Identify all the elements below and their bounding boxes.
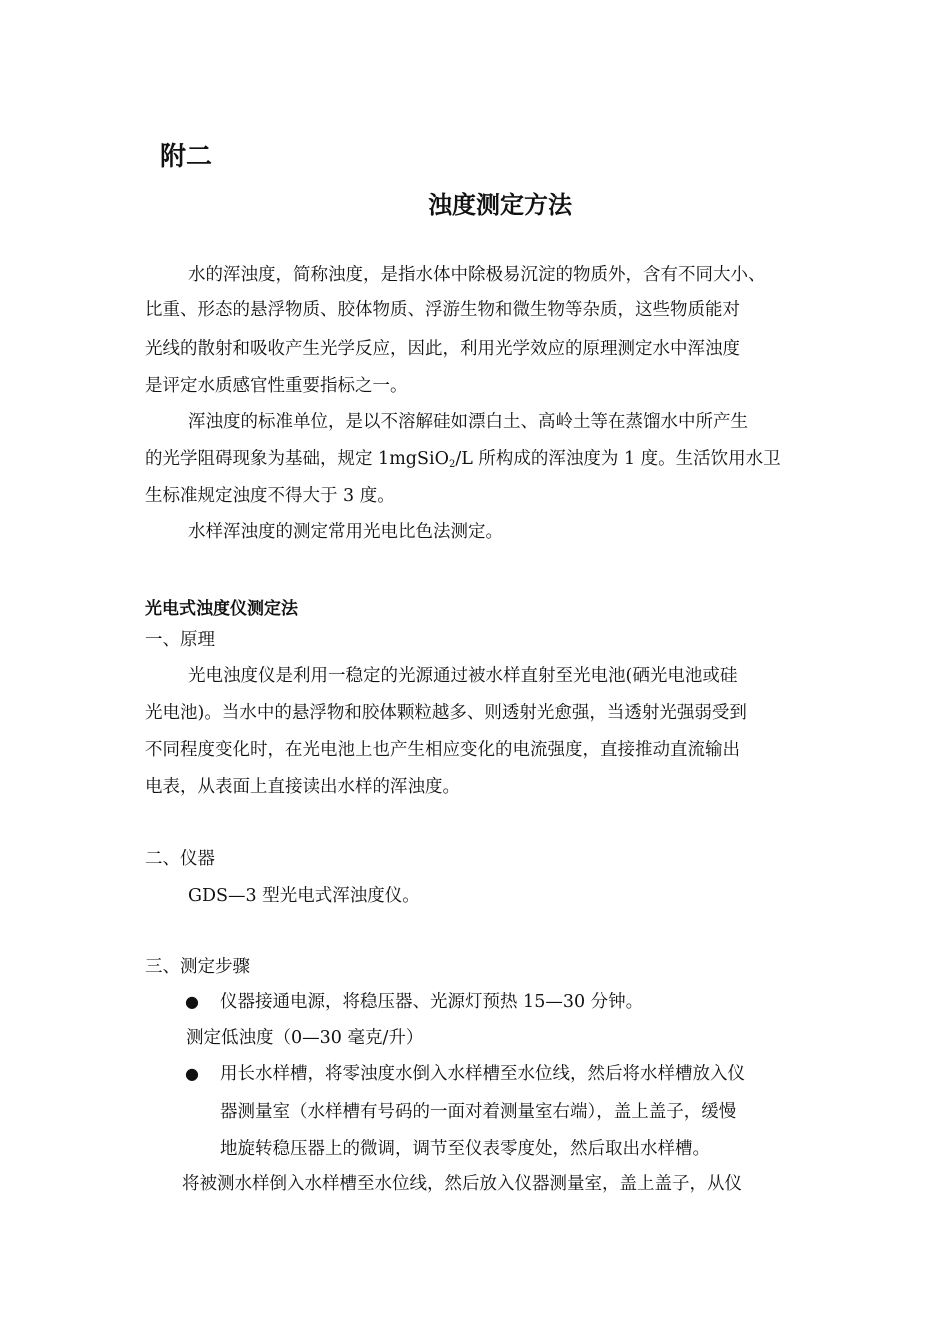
principle-heading: 一、原理 <box>145 630 215 650</box>
intro-p2-line-2 <box>145 447 781 471</box>
intro-p2-line-2-pre: 的光学阻碍现象为基础，规定 1mgSiO <box>145 449 449 469</box>
bullet-icon: ● <box>185 1064 199 1083</box>
step-1: 仪器接通电源，将稳压器、光源灯预热 15—30 分钟。 <box>220 992 644 1012</box>
step-2-line-1: 用长水样槽，将零浊度水倒入水样槽至水位线，然后将水样槽放入仪 <box>220 1064 745 1084</box>
intro-p2-line-3: 生标准规定浊度不得大于 3 度。 <box>145 486 395 506</box>
bullet-icon: ● <box>185 992 199 1011</box>
step-2-line-3: 地旋转稳压器上的微调，调节至仪表零度处，然后取出水样槽。 <box>220 1139 710 1159</box>
intro-p1-line-1: 水的浑浊度，简称浊度，是指水体中除极易沉淀的物质外，含有不同大小、 <box>188 265 766 285</box>
method-heading: 光电式浊度仪测定法 <box>145 599 298 619</box>
instrument-text: GDS—3 型光电式浑浊度仪。 <box>188 886 420 906</box>
intro-p1-line-2: 比重、形态的悬浮物质、胶体物质、浮游生物和微生物等杂质，这些物质能对 <box>145 300 740 320</box>
document-title: 浊度测定方法 <box>428 191 572 219</box>
silica-subscript: 2 <box>448 459 456 470</box>
low-turbidity-label: 测定低浊度（0—30 毫克/升） <box>186 1028 424 1048</box>
intro-p3: 水样浑浊度的测定常用光电比色法测定。 <box>188 522 503 542</box>
intro-p2-line-1: 浑浊度的标准单位，是以不溶解硅如漂白土、高岭土等在蒸馏水中所产生 <box>188 412 748 432</box>
intro-p1-line-4: 是评定水质感官性重要指标之一。 <box>145 376 408 396</box>
step-2-line-2: 器测量室（水样槽有号码的一面对着测量室右端），盖上盖子，缓慢 <box>220 1102 737 1122</box>
appendix-label: 附二 <box>160 142 213 172</box>
intro-p1-line-3: 光线的散射和吸收产生光学反应，因此，利用光学效应的原理测定水中浑浊度 <box>145 339 740 359</box>
instrument-heading: 二、仪器 <box>145 849 215 869</box>
step-3-line-1: 将被测水样倒入水样槽至水位线，然后放入仪器测量室，盖上盖子，从仪 <box>182 1174 742 1194</box>
principle-line-4: 电表，从表面上直接读出水样的浑浊度。 <box>145 777 460 797</box>
principle-line-2: 光电池)。当水中的悬浮物和胶体颗粒越多、则透射光愈强，当透射光强弱受到 <box>145 703 747 723</box>
principle-line-1: 光电浊度仪是利用一稳定的光源通过被水样直射至光电池(硒光电池或硅 <box>188 666 738 686</box>
steps-heading: 三、测定步骤 <box>145 957 250 977</box>
principle-line-3: 不同程度变化时，在光电池上也产生相应变化的电流强度，直接推动直流输出 <box>145 740 740 760</box>
intro-p2-line-2-post: /L 所构成的浑浊度为 1 度。生活饮用水卫 <box>455 449 781 469</box>
